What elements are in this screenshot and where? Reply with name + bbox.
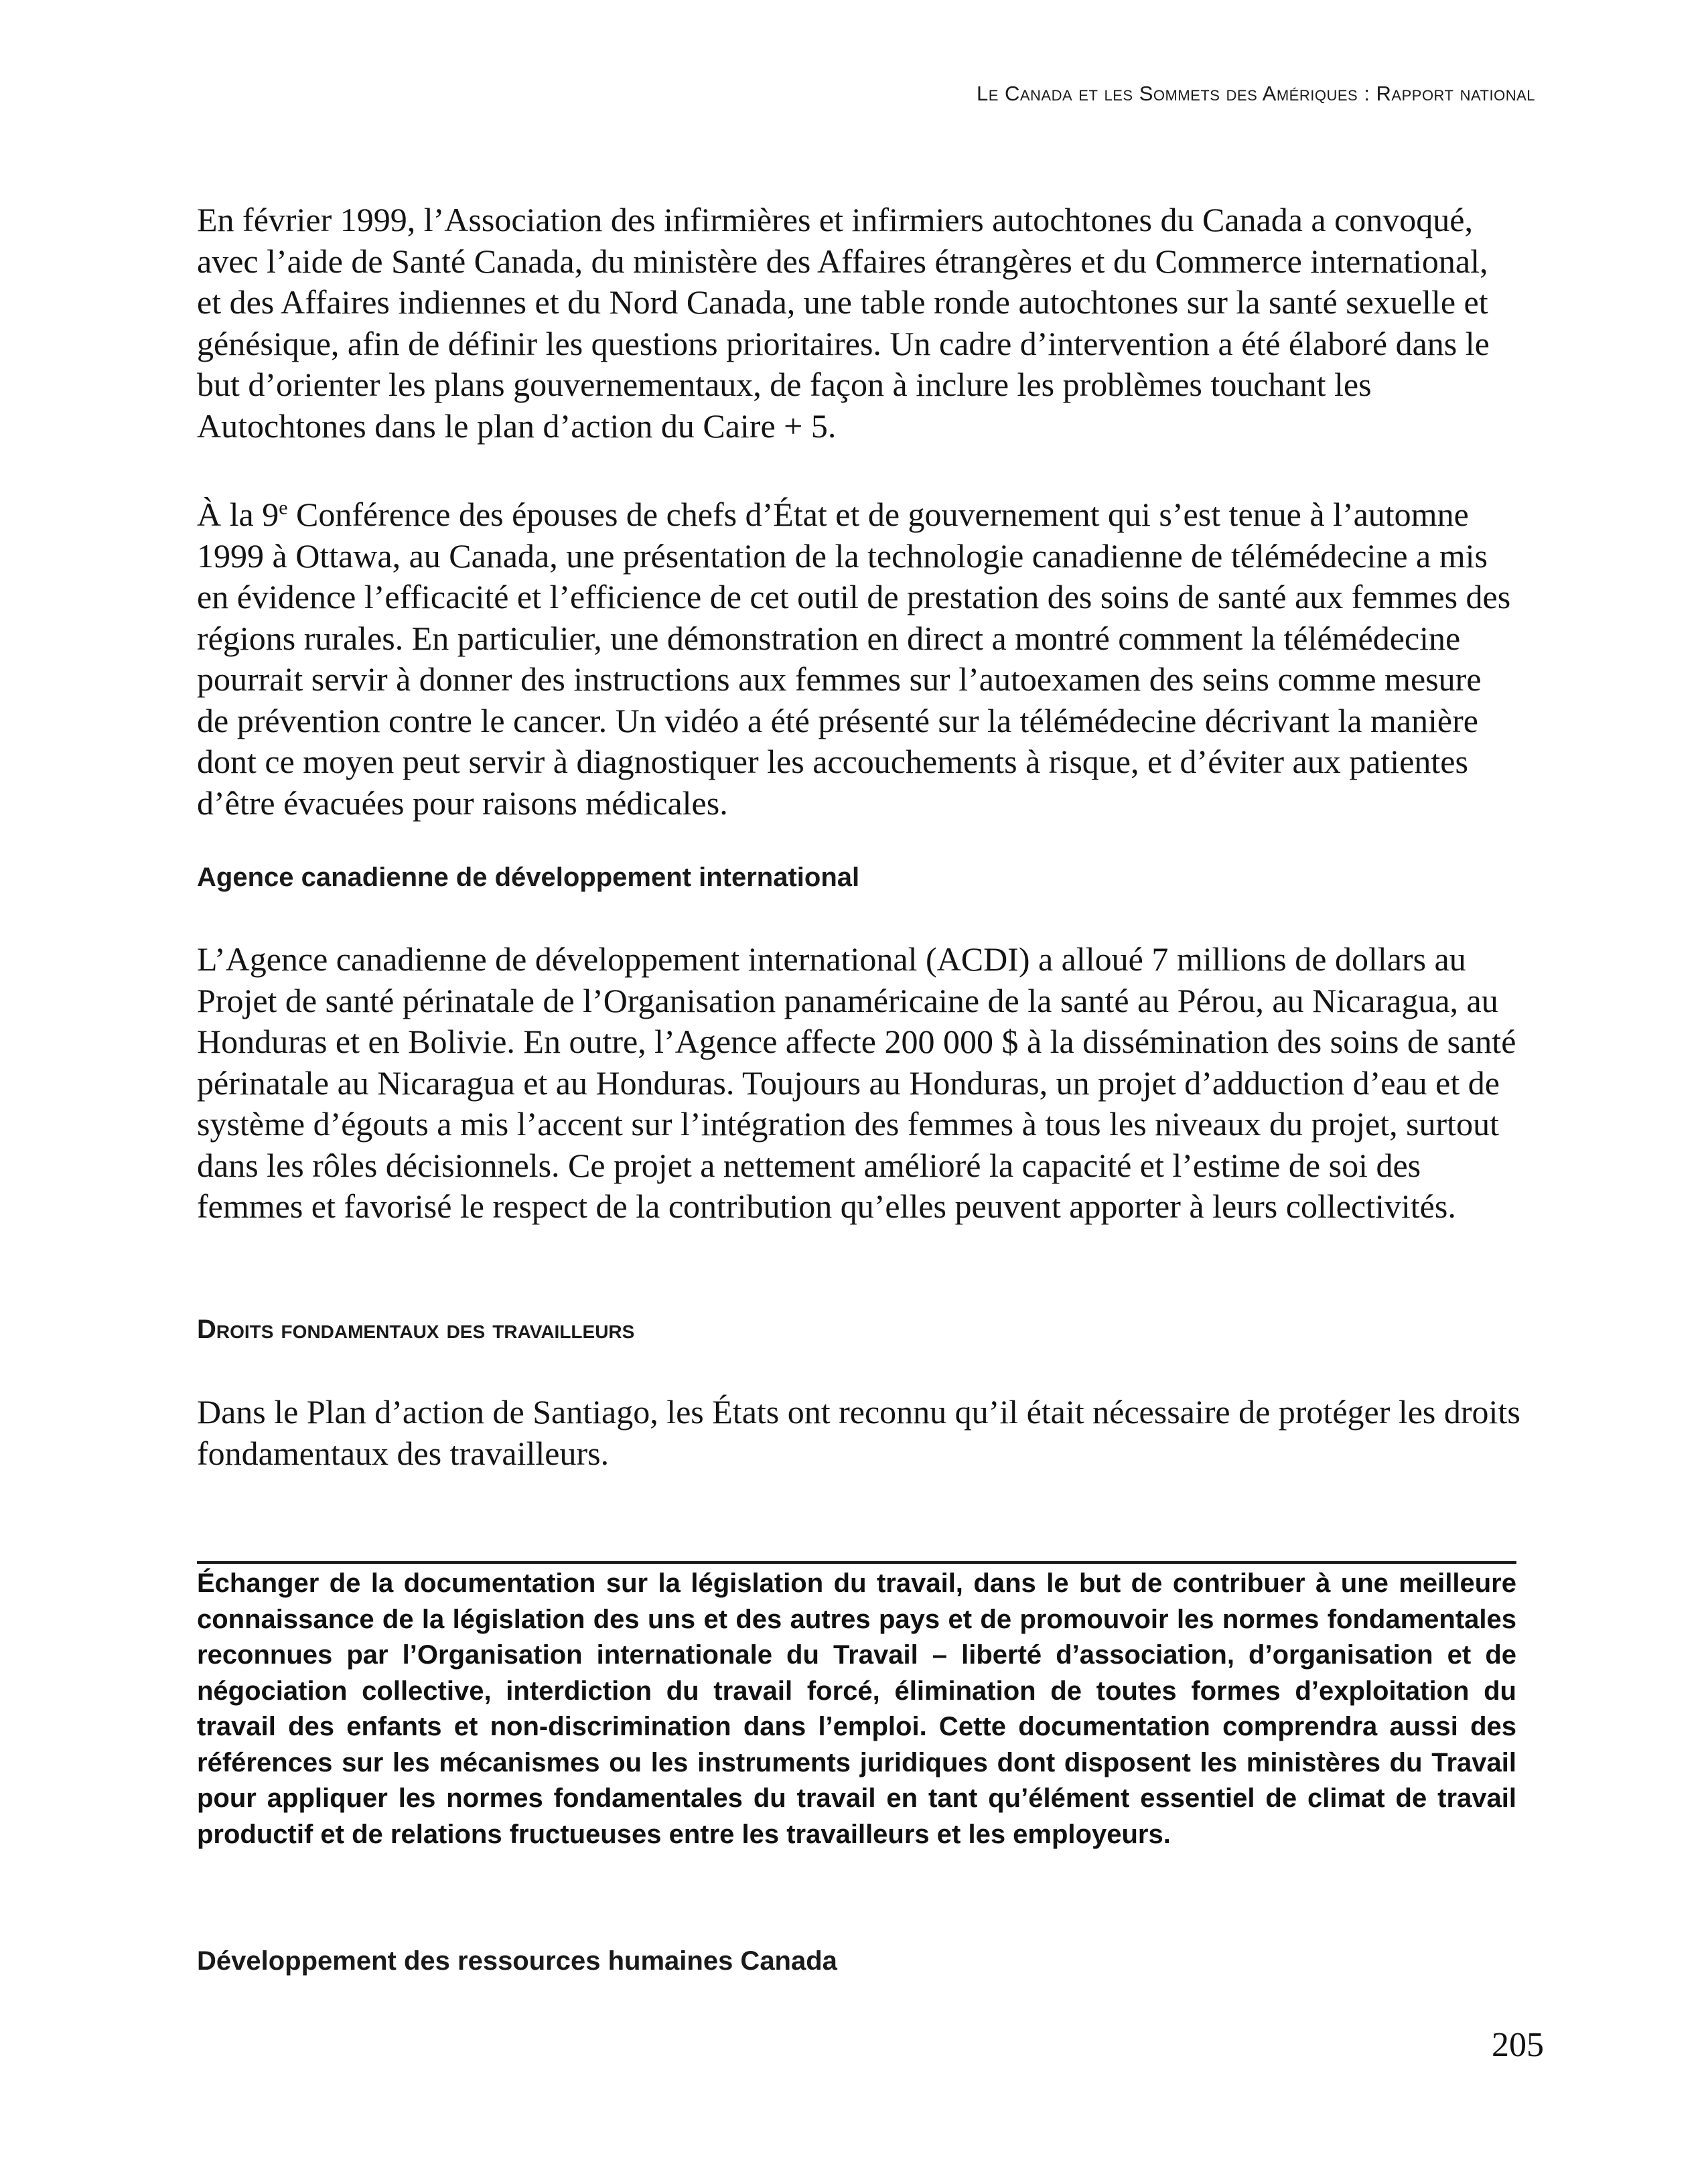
paragraph-telemedicine-rest: Conférence des épouses de chefs d’État et de gouvernement qui s’est tenue à l’automne 1999 à Ottawa, au Canada, une présentation de la technologie canadienne de télémédecine a mis en évidence l’efficacité et l’efficience de cet outil de prestation des soins de santé aux femmes des régions rurales. En particulier, une démonstration en direct a montré comment la télémédecine pourrait servir à donner des instructions aux femmes sur l’autoexamen des seins comme mesure de prévention contre le cancer. Un vidéo a été présenté sur la télémédecine décrivant la manière dont ce moyen peut servir à diagnostiquer les accouchements à risque, et d’éviter aux patientes d’être évacuées pour raisons médicales. [197,496,1511,822]
page-number: 205 [1492,2026,1544,2064]
mandate-box-text: Échanger de la documentation sur la législation du travail, dans le but de contribuer à une meilleure connaissance de la législation des uns et des autres pays et de promouvoir les normes fondamentales reconnues par l’Organisation internationale du Travail – liberté d’association, d’organisation et de négociation collective, interdiction du travail forcé, élimination de toutes formes d’exploitation du travail des enfants et non-discrimination dans l’emploi. Cette documentation comprendra aussi des références sur les mécanismes ou les instruments juridiques dont disposent les ministères du Travail pour appliquer les normes fondamentales du travail en tant qu’élément essentiel de climat de travail productif et de relations fructueuses entre les travailleurs et les employeurs. [197,1569,1516,1849]
ordinal-superscript: e [279,496,288,519]
paragraph-sexual-health-roundtable: En février 1999, l’Association des infirmières et infirmiers autochtones du Canada a convoqué, avec l’aide de Santé Canada, du ministère des Affaires étrangères et du Commerce international, et des Affaires indiennes et du Nord Canada, une table ronde autochtones sur la santé sexuelle et génésique, afin de définir les questions prioritaires. Un cadre d’intervention a été élaboré dans le but d’orienter les plans gouvernementaux, de façon à inclure les problèmes touchant les Autochtones dans le plan d’action du Caire + 5. [197,201,1490,445]
paragraph-santiago-plan: Dans le Plan d’action de Santiago, les États ont reconnu qu’il était nécessaire de protéger les droits fondamentaux des travailleurs. [197,1393,1520,1472]
running-header: Le Canada et les Sommets des Amériques : Rapport national [976,82,1535,105]
paragraph-acdi-funding: L’Agence canadienne de développement international (ACDI) a alloué 7 millions de dollars au Projet de santé périnatale de l’Organisation panaméricaine de la santé au Pérou, au Nicaragua, au Honduras et en Bolivie. En outre, l’Agence affecte 200 000 $ à la dissémination des soins de santé périnatale au Nicaragua et au Honduras. Toujours au Honduras, un projet d’adduction d’eau et de système d’égouts a mis l’accent sur l’intégration des femmes à tous les niveaux du projet, surtout dans les rôles décisionnels. Ce projet a nettement amélioré la capacité et l’estime de soi des femmes et favorisé le respect de la contribution qu’elles peuvent apporter à leurs collectivités. [197,940,1516,1225]
section-heading-drhc: Développement des ressources humaines Canada [197,1946,837,1976]
section-heading-workers-rights: Droits fondamentaux des travailleurs [197,1315,635,1344]
paragraph-telemedicine [197,494,1520,824]
section-heading-acdi: Agence canadienne de développement international [197,863,860,892]
paragraph-telemedicine-prefix: À la 9 [197,496,279,533]
mandate-box-rule [197,1561,1516,1564]
